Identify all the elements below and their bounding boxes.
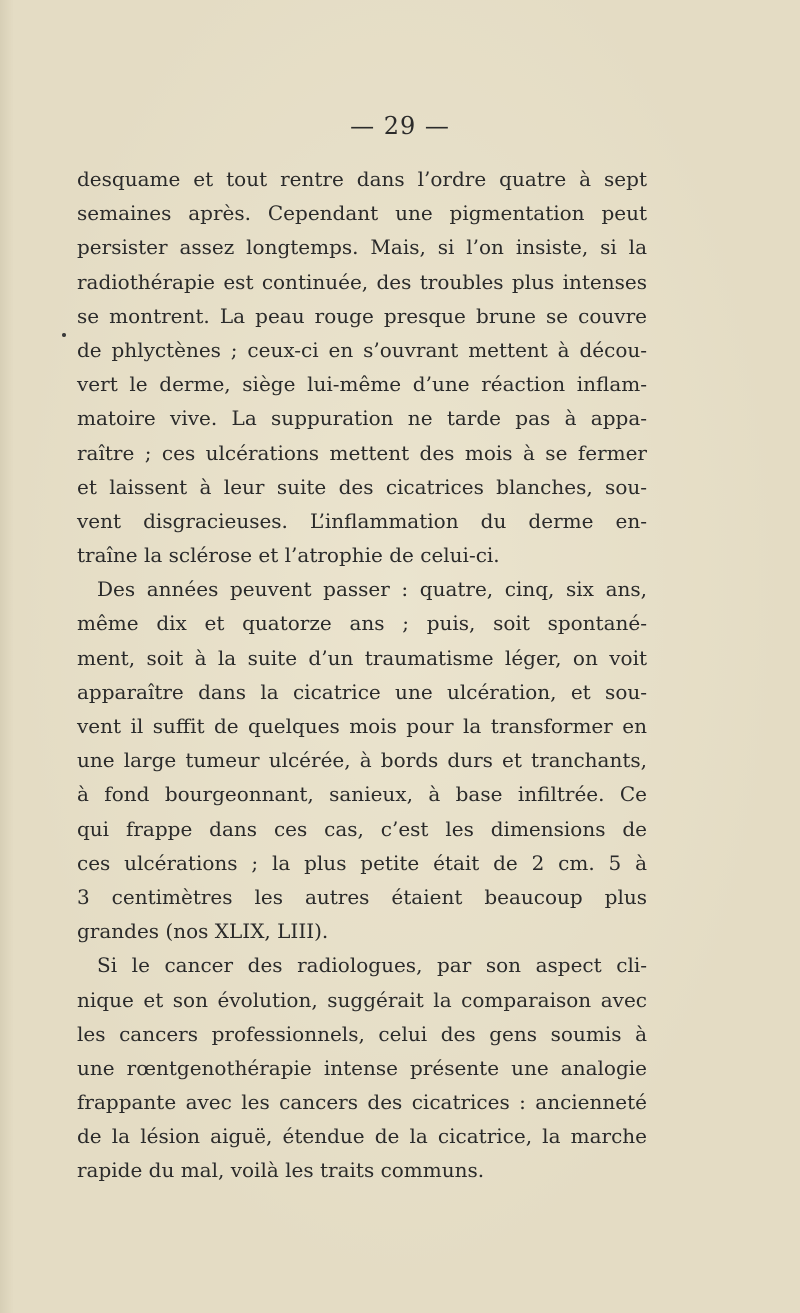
text-line: vert le derme, siège lui-même d’une réaction inflam- [77,372,647,397]
text-line: qui frappe dans ces cas, c’est les dimensions de [77,816,647,841]
text-line: raître ; ces ulcérations mettent des mois à se fermer [77,440,647,465]
text-line: de la lésion aiguë, étendue de la cicatrice, la marche [77,1124,647,1149]
body-text [77,162,647,1188]
text-line: apparaître dans la cicatrice une ulcération, et sou- [77,679,647,704]
text-line: matoire vive. La suppuration ne tarde pas à appa- [77,406,647,431]
text-line: semaines après. Cependant une pigmentation peut [77,201,647,226]
text-line: et laissent à leur suite des cicatrices blanches, sou- [77,474,647,499]
text-line: desquame et tout rentre dans l’ordre quatre à sept [77,167,647,191]
text-line: Si le cancer des radiologues, par son aspect cli- [97,953,647,978]
text-line: de phlyctènes ; ceux-ci en s’ouvrant mettent à décou- [77,337,647,362]
text-line: une rœntgenothérapie intense présente une analogie [77,1055,647,1080]
page-number: — 29 — [350,112,450,140]
text-line: 3 centimètres les autres étaient beaucoup plus [77,884,647,909]
text-line: à fond bourgeonnant, sanieux, à base infiltrée. Ce [77,782,647,807]
text-line: vent disgracieuses. L’inflammation du derme en- [77,508,647,533]
text-line: Des années peuvent passer : quatre, cinq, six ans, [97,577,647,602]
text-line: traîne la sclérose et l’atrophie de celui-ci. [77,543,500,568]
text-line: persister assez longtemps. Mais, si l’on insiste, si la [77,235,647,260]
text-line: les cancers professionnels, celui des gens soumis à [77,1021,647,1046]
text-line: rapide du mal, voilà les traits communs. [77,1158,485,1183]
text-line: même dix et quatorze ans ; puis, soit spontané- [77,611,647,636]
text-line: une large tumeur ulcérée, à bords durs et tranchants, [77,748,647,773]
text-line: ces ulcérations ; la plus petite était de 2 cm. 5 à [77,850,647,875]
text-line: grandes (nos XLIX, LIII). [77,919,329,944]
margin-ink-speck [62,333,66,337]
text-line: vent il suffit de quelques mois pour la transformer en [77,714,647,738]
text-line: frappante avec les cancers des cicatrices : ancienneté [77,1090,647,1115]
text-line: nique et son évolution, suggérait la comparaison avec [77,987,647,1012]
text-line: se montrent. La peau rouge presque brune se couvre [77,303,647,328]
text-line: ment, soit à la suite d’un traumatisme léger, on voit [77,645,647,670]
text-line: radiothérapie est continuée, des troubles plus intenses [77,269,647,294]
